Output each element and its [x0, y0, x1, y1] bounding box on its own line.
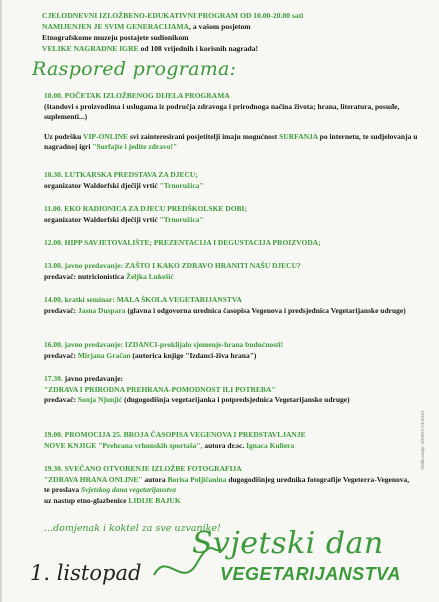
intro-line-4 [42, 43, 432, 54]
intro-block [42, 10, 432, 54]
schedule-item-1000 [44, 91, 429, 153]
schedule-title: Raspored programa: [32, 58, 237, 80]
event-name-line-1: Svjetski dan [192, 526, 384, 561]
intro-line-4-rest: od 108 vrijednih i korisnih nagrada! [138, 44, 259, 53]
intro-line-1: CJELODNEVNI IZLOŽBENO-EDUKATIVNI PROGRAM OD 10.00-20.00 sati [42, 11, 304, 20]
item-note: Uz podršku VIP-ONLINE svi zainteresirani posjetitelji imaju mogućnost SURFANJA po internetu, te sudjelovanja u nagradnoj igri "Surfajte i jedite zdravo!" [44, 131, 418, 151]
event-name-line-2: VEGETARIJANSTVA [220, 564, 401, 584]
schedule-item-1930: 19.30. SVEČANO OTVORENJE IZLOŽBE FOTOGRAFIJA "ZDRAVA HRANA ONLINE" autora Borisa Poljičanina dugogodišnjeg urednika fotografije Vegeterra-Vegenova, te proslava Svjetskog dana vegetarijanstva uz nastup etno-glazbenice LIDIJE BAJUK [44, 464, 410, 505]
event-date: 1. listopad [30, 561, 142, 585]
closing-line: ...domjenak i koktel za sve uzvanike! [44, 523, 221, 534]
schedule-item-1400: 14.00. kratki seminar: MALA ŠKOLA VEGETARIJANSTVA predavač: Jasna Duspara (glavna i odgovorna urednica časopisa Vegenova i predsjednica Vegetarijanske udruge) [44, 295, 406, 315]
schedule-item-1100: 11.00. EKO RADIONICA ZA DJECU PREDŠKOLSKE DOBI; organizator Waldorfski dječiji vrtić "Trnoružica" [44, 204, 247, 224]
intro-prize-game: VELIKE NAGRADNE IGRE [42, 44, 139, 53]
item-description: (štandovi s proizvodima i uslugama iz područja zdravoga i prirodnoga načina života; hrana, literatura, posuđe, suplementi...) [44, 101, 400, 121]
intro-line-2 [42, 21, 432, 32]
item-title: POČETAK IZLOŽBENOG DIJELA PROGRAMA [62, 91, 230, 100]
schedule-item-1900: 19.00. PROMOCIJA 25. BROJA ČASOPISA VEGENOVA I PREDSTAVLJANJE NOVE KNJIGE "Prehrana vrhunskih sportaša", autora dr.sc. Ignaca Kuliera [44, 430, 306, 450]
item-time: 10.00. [44, 91, 63, 100]
intro-line-3: Etnografskome muzeju postajete sudionikom [42, 33, 189, 42]
design-credit: Oblikovanje: IZMIRA DESIGN [420, 410, 425, 470]
schedule-item-1600: 16.00. javno predavanje: IZDANCI-proklijalo sjemenje-hrana budućnosti! predavač: Mirjana Gračan (autorica knjige "Izdanci-živa hrana") [44, 340, 284, 360]
schedule-item-1030: 10.30. LUTKARSKA PREDSTAVA ZA DJECU; organizator Waldorfski dječiji vrtić "Trnoružica" [44, 170, 204, 190]
schedule-item-1200: 12.00. HIPP SAVJETOVALIŠTE; PREZENTACIJA I DEGUSTACIJA PROIZVODA; [44, 238, 321, 247]
schedule-item-1300: 13.00. javno predavanje: ZAŠTO I KAKO ZDRAVO HRANITI NAŠU DJECU? predavač: nutricionistica Željka Lukešić [44, 261, 301, 281]
intro-target-audience: NAMIJENJEN JE SVIM GENERACIJAMA [42, 22, 190, 31]
intro-line-2-rest: , a vašom posjetom [189, 22, 251, 31]
schedule-item-1730: 17.30. javno predavanje: "ZDRAVA I PRIRODNA PREHRANA-POMODNOST ILI POTREBA" predavač: Sonja Njunjić (dugogodišnja vegetarijanka i potpredsjednica Vegetarijanske udruge) [44, 374, 350, 404]
